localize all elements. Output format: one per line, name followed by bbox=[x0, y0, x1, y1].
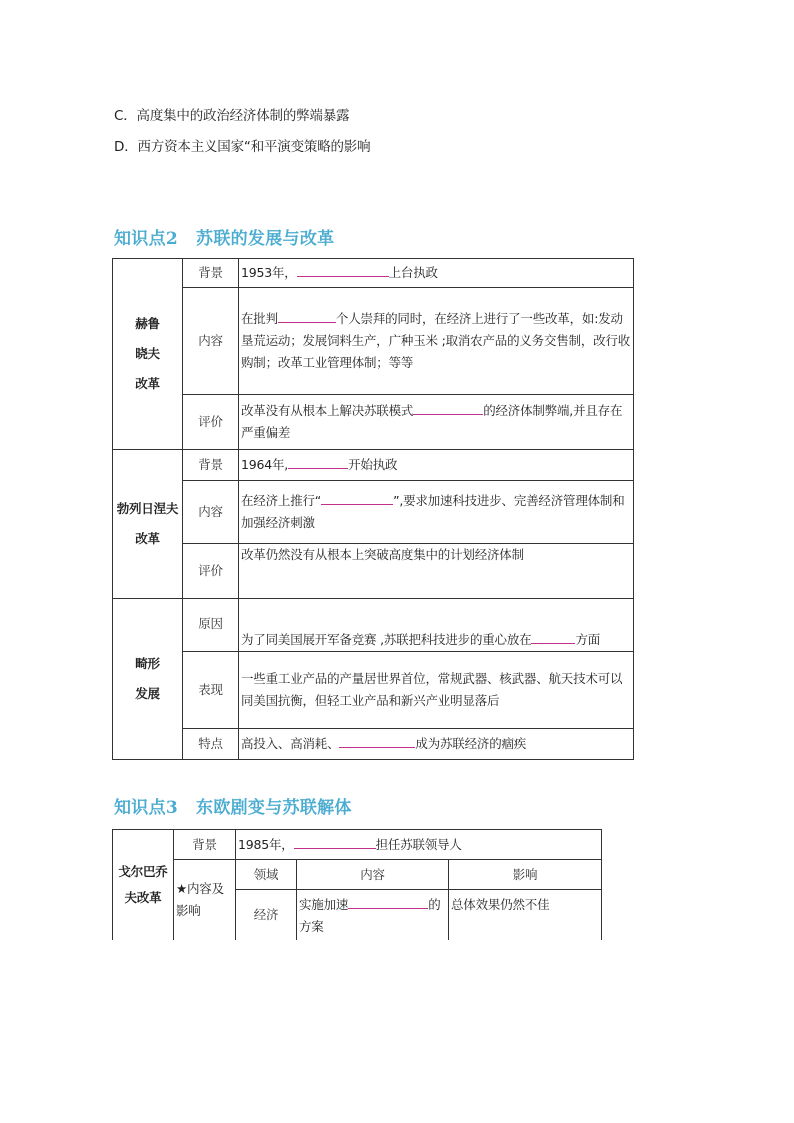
group-line: 赫鲁 bbox=[135, 316, 160, 331]
table-row bbox=[113, 481, 634, 544]
section-2-heading bbox=[114, 224, 334, 249]
group-line: 勃列日涅夫 bbox=[116, 501, 179, 516]
row-label: 内容 bbox=[183, 481, 239, 544]
row-label: 背景 bbox=[183, 450, 239, 481]
table-row bbox=[113, 830, 602, 860]
table-row bbox=[113, 860, 602, 890]
content-impact-label: ★内容及影响 bbox=[174, 860, 236, 940]
table-row bbox=[113, 450, 634, 481]
row-content: 高投入、高消耗、 成为苏联经济的痼疾 bbox=[239, 729, 634, 760]
section-3-number: 知识点3 bbox=[114, 798, 179, 818]
row-content: 改革仍然没有从根本上突破高度集中的计划经济体制 bbox=[239, 544, 634, 599]
table-row bbox=[113, 652, 634, 729]
column-header: 领域 bbox=[236, 860, 297, 890]
row-label: 评价 bbox=[183, 544, 239, 599]
group-line: 发展 bbox=[135, 686, 160, 701]
fill-blank[interactable] bbox=[339, 735, 415, 748]
column-header: 内容 bbox=[297, 860, 449, 890]
group-line: 戈尔巴乔 bbox=[118, 863, 168, 879]
section-2-number: 知识点2 bbox=[114, 229, 179, 249]
group-line: 改革 bbox=[135, 531, 160, 546]
row-content: 1964年, 开始执政 bbox=[239, 450, 634, 481]
group-deformed-development bbox=[113, 599, 183, 760]
row-content: 1985年， 担任苏联领导人 bbox=[236, 830, 602, 860]
section-2-title: 苏联的发展与改革 bbox=[196, 229, 335, 249]
fill-blank[interactable] bbox=[288, 456, 348, 469]
table-row bbox=[113, 544, 634, 599]
table-row bbox=[113, 288, 634, 395]
group-line: 畸形 bbox=[135, 656, 160, 671]
fill-blank[interactable] bbox=[348, 896, 428, 909]
row-label: 内容 bbox=[183, 288, 239, 395]
row-label: 表现 bbox=[183, 652, 239, 729]
table-row bbox=[113, 599, 634, 652]
table-row bbox=[113, 395, 634, 450]
group-line: 晓夫 bbox=[135, 346, 160, 361]
soviet-reform-table bbox=[112, 258, 634, 760]
fill-blank[interactable] bbox=[531, 631, 575, 644]
group-line: 夫改革 bbox=[124, 889, 162, 905]
row-label: 评价 bbox=[183, 395, 239, 450]
effect-cell: 总体效果仍然不佳 bbox=[449, 890, 602, 940]
row-label: 背景 bbox=[183, 259, 239, 288]
field-cell: 经济 bbox=[236, 890, 297, 940]
section-3-title: 东欧剧变与苏联解体 bbox=[196, 798, 352, 818]
row-label: 特点 bbox=[183, 729, 239, 760]
fill-blank[interactable] bbox=[413, 402, 483, 415]
group-brezhnev bbox=[113, 450, 183, 599]
fill-blank[interactable] bbox=[297, 264, 389, 277]
row-content: 1953年， 上台执政 bbox=[239, 259, 634, 288]
fill-blank[interactable] bbox=[321, 492, 393, 505]
fill-blank[interactable] bbox=[294, 836, 376, 849]
fill-blank[interactable] bbox=[278, 310, 336, 323]
option-d: D．西方资本主义国家“和平演变策略的影响 bbox=[114, 139, 371, 155]
table-row bbox=[113, 729, 634, 760]
row-content: 在经济上推行“ ”,要求加速科技进步、完善经济管理体制和加强经济刺激 bbox=[239, 481, 634, 544]
row-content: 实施加速 的方案 bbox=[297, 890, 449, 940]
group-khrushchev bbox=[113, 259, 183, 450]
option-c: C．高度集中的政治经济体制的弊端暴露 bbox=[114, 108, 350, 124]
row-label: 背景 bbox=[174, 830, 236, 860]
gorbachev-reform-table bbox=[112, 829, 602, 940]
row-content: 改革没有从根本上解决苏联模式 的经济体制弊端,并且存在严重偏差 bbox=[239, 395, 634, 450]
group-line: 改革 bbox=[135, 376, 160, 391]
column-header: 影响 bbox=[449, 860, 602, 890]
group-gorbachev bbox=[113, 830, 174, 940]
row-label: 原因 bbox=[183, 599, 239, 652]
row-content: 为了同美国展开军备竞赛 ,苏联把科技进步的重心放在 方面 bbox=[239, 599, 634, 652]
row-content: 一些重工业产品的产量居世界首位，常规武器、核武器、航天技术可以同美国抗衡，但轻工业产品和新兴产业明显落后 bbox=[239, 652, 634, 729]
row-content: 在批判 个人崇拜的同时，在经济上进行了一些改革，如:发动垦荒运动；发展饲料生产，广种玉米 ;取消农产品的义务交售制，改行收购制；改革工业管理体制；等等 bbox=[239, 288, 634, 395]
table-row bbox=[113, 259, 634, 288]
section-3-heading bbox=[114, 793, 352, 818]
